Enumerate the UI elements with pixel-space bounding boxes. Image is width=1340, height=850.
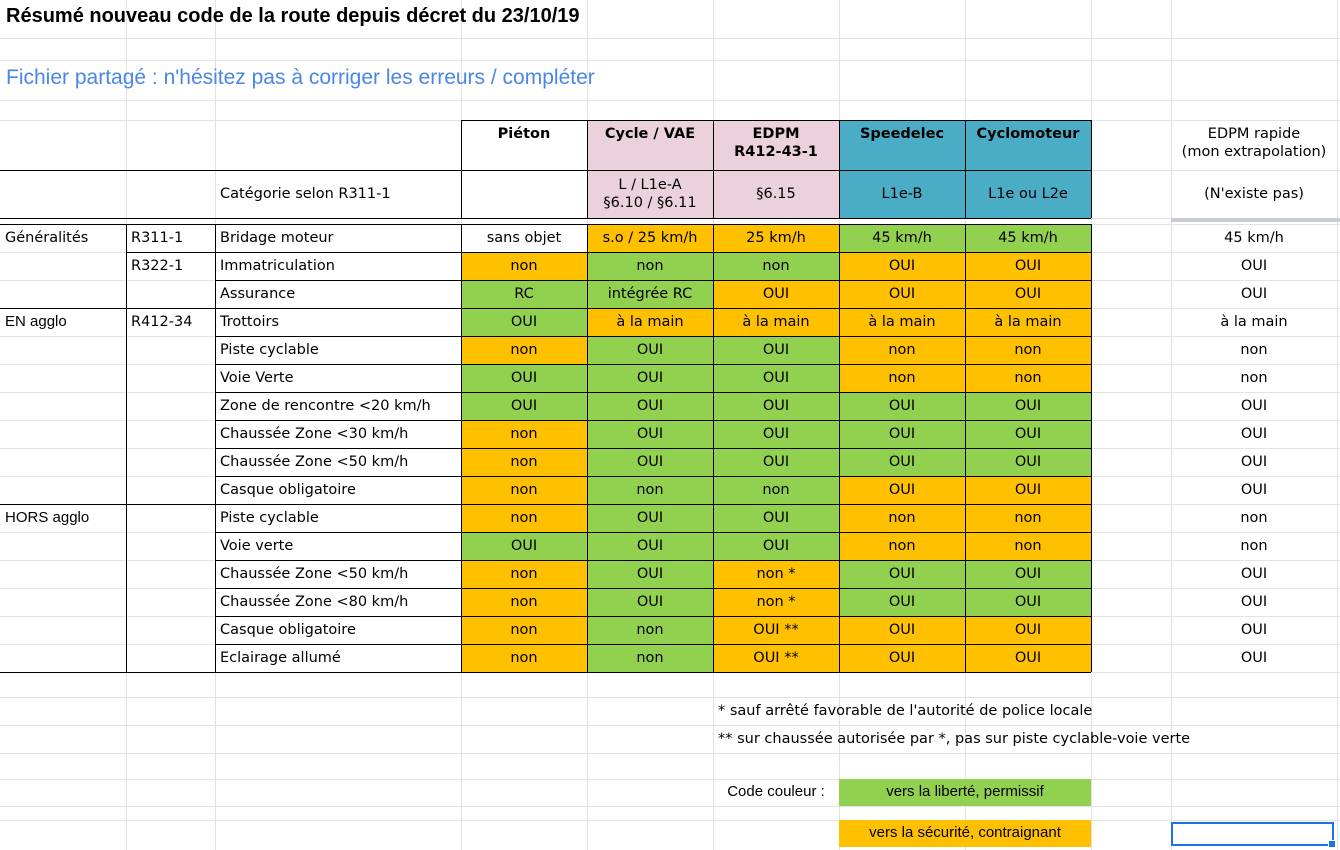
value-cell[interactable]: 25 km/h	[746, 229, 806, 246]
value-cell[interactable]: à la main	[994, 313, 1062, 330]
column-header[interactable]: Cycle / VAE	[604, 126, 696, 142]
value-cell-extra[interactable]: OUI	[1240, 397, 1268, 414]
value-cell[interactable]: OUI	[636, 397, 664, 414]
row-label[interactable]: Bridage moteur	[220, 229, 334, 246]
category-cell[interactable]: §6.15	[756, 185, 796, 202]
gridline	[0, 806, 1340, 807]
category-label[interactable]: Catégorie selon R311-1	[220, 185, 391, 202]
border	[215, 560, 1091, 561]
value-cell[interactable]: OUI	[636, 453, 664, 470]
border	[461, 224, 462, 672]
value-cell[interactable]: OUI	[636, 369, 664, 386]
value-cell[interactable]: OUI	[636, 537, 664, 554]
value-cell[interactable]: OUI	[762, 397, 790, 414]
border	[965, 120, 966, 218]
value-cell[interactable]: OUI	[888, 621, 916, 638]
value-cell[interactable]: OUI	[510, 537, 538, 554]
value-cell[interactable]: OUI	[1014, 649, 1042, 666]
border	[839, 224, 840, 672]
value-cell[interactable]: non	[510, 621, 538, 638]
value-cell[interactable]: non *	[756, 593, 796, 610]
value-cell[interactable]: non	[510, 481, 538, 498]
value-cell[interactable]: OUI	[888, 565, 916, 582]
value-cell[interactable]: OUI	[762, 453, 790, 470]
value-cell[interactable]: non	[510, 425, 538, 442]
border	[215, 448, 1091, 449]
value-cell[interactable]: non	[510, 341, 538, 358]
row-label[interactable]: Immatriculation	[220, 257, 335, 274]
value-cell[interactable]: non	[1014, 341, 1042, 358]
value-cell[interactable]: non	[1014, 509, 1042, 526]
value-cell[interactable]: OUI	[762, 369, 790, 386]
row-group[interactable]: HORS agglo	[5, 508, 90, 526]
value-cell[interactable]: OUI	[762, 425, 790, 442]
column-header[interactable]: Speedelec	[859, 126, 945, 142]
row-label[interactable]: Chaussée Zone <50 km/h	[220, 565, 409, 582]
border	[0, 308, 1091, 309]
value-cell[interactable]: OUI	[510, 369, 538, 386]
value-cell[interactable]: RC	[514, 285, 534, 302]
border	[965, 224, 966, 672]
value-cell[interactable]: non	[888, 369, 916, 386]
value-cell-extra[interactable]: non	[1240, 537, 1268, 554]
value-cell[interactable]: OUI	[1014, 565, 1042, 582]
value-cell-extra[interactable]: 45 km/h	[1224, 229, 1284, 246]
border	[461, 218, 1091, 219]
value-cell[interactable]: à la main	[616, 313, 684, 330]
value-cell[interactable]: OUI	[1014, 593, 1042, 610]
value-cell[interactable]: OUI	[888, 453, 916, 470]
value-cell[interactable]: OUI	[636, 509, 664, 526]
value-cell[interactable]: sans objet	[486, 229, 562, 246]
value-cell[interactable]: OUI	[636, 425, 664, 442]
row-ref[interactable]: R412-34	[131, 313, 193, 330]
value-cell[interactable]: non	[510, 453, 538, 470]
sheet-title[interactable]: Résumé nouveau code de la route depuis décret du 23/10/19	[6, 5, 580, 27]
row-label[interactable]: Piste cyclable	[220, 341, 319, 358]
value-cell-extra[interactable]: non	[1240, 341, 1268, 358]
category-cell-extra[interactable]: (N'existe pas)	[1204, 185, 1304, 202]
border	[461, 120, 1091, 121]
value-cell[interactable]: non	[888, 341, 916, 358]
value-cell[interactable]: OUI	[1014, 257, 1042, 274]
column-header[interactable]: Cyclomoteur	[976, 126, 1080, 142]
sheet-subtitle[interactable]: Fichier partagé : n'hésitez pas à corriger les erreurs / compléter	[6, 66, 595, 89]
row-label[interactable]: Chaussée Zone <30 km/h	[220, 425, 409, 442]
value-cell-extra[interactable]: non	[1240, 369, 1268, 386]
value-cell[interactable]: intégrée RC	[607, 285, 693, 302]
gridline	[0, 60, 1340, 61]
border	[713, 120, 714, 218]
frozen-rows-divider[interactable]	[1171, 218, 1340, 222]
value-cell[interactable]: s.o / 25 km/h	[602, 229, 698, 246]
value-cell[interactable]: non	[636, 481, 664, 498]
value-cell[interactable]: non	[636, 621, 664, 638]
value-cell[interactable]: non	[1014, 537, 1042, 554]
value-cell[interactable]: OUI	[636, 593, 664, 610]
border	[461, 170, 462, 218]
value-cell-extra[interactable]: OUI	[1240, 285, 1268, 302]
value-cell[interactable]: OUI	[636, 341, 664, 358]
value-cell-extra[interactable]: OUI	[1240, 453, 1268, 470]
border	[215, 392, 1091, 393]
value-cell[interactable]: non	[1014, 369, 1042, 386]
footnote[interactable]: ** sur chaussée autorisée par *, pas sur piste cyclable-voie verte	[718, 730, 1191, 747]
border	[713, 224, 714, 672]
value-cell[interactable]: non	[510, 593, 538, 610]
value-cell[interactable]: OUI	[888, 593, 916, 610]
gridline	[0, 38, 1340, 39]
value-cell[interactable]: OUI	[510, 397, 538, 414]
value-cell[interactable]: non *	[756, 565, 796, 582]
legend-label[interactable]: Code couleur :	[727, 783, 825, 801]
value-cell[interactable]: non	[762, 257, 790, 274]
border	[215, 616, 1091, 617]
value-cell[interactable]: OUI	[1014, 285, 1042, 302]
row-label[interactable]: Chaussée Zone <50 km/h	[220, 453, 409, 470]
row-label[interactable]: Voie Verte	[220, 369, 294, 386]
value-cell[interactable]: OUI	[762, 509, 790, 526]
row-label[interactable]: Trottoirs	[220, 313, 280, 330]
value-cell[interactable]: OUI	[1014, 453, 1042, 470]
border	[215, 364, 1091, 365]
value-cell[interactable]: OUI	[762, 537, 790, 554]
value-cell[interactable]: OUI	[888, 257, 916, 274]
border	[126, 252, 1091, 253]
gridline	[0, 820, 1340, 821]
border	[215, 476, 1091, 477]
value-cell-extra[interactable]: OUI	[1240, 257, 1268, 274]
border	[0, 224, 1091, 225]
gridline	[0, 753, 1340, 754]
value-cell[interactable]: OUI	[1014, 621, 1042, 638]
row-group[interactable]: Généralités	[5, 229, 89, 246]
value-cell[interactable]: OUI	[888, 649, 916, 666]
gridline	[1337, 0, 1338, 850]
row-label[interactable]: Casque obligatoire	[220, 481, 356, 498]
value-cell[interactable]: non	[510, 257, 538, 274]
row-ref[interactable]: R322-1	[131, 257, 184, 274]
category-cell[interactable]: L1e-B	[881, 185, 923, 202]
value-cell[interactable]: 45 km/h	[872, 229, 932, 246]
value-cell-extra[interactable]: non	[1240, 509, 1268, 526]
border	[0, 672, 1091, 673]
value-cell[interactable]: à la main	[868, 313, 936, 330]
border	[839, 120, 840, 218]
border	[587, 120, 588, 218]
value-cell[interactable]: non	[510, 509, 538, 526]
value-cell[interactable]: OUI	[888, 425, 916, 442]
value-cell[interactable]: OUI	[888, 285, 916, 302]
border	[0, 504, 1091, 505]
row-label[interactable]: Assurance	[220, 285, 296, 302]
border	[215, 336, 1091, 337]
cell-selection[interactable]	[1171, 822, 1334, 846]
border	[1091, 224, 1092, 672]
border	[215, 224, 216, 672]
border	[0, 170, 461, 171]
legend-orange[interactable]: vers la sécurité, contraignant	[869, 824, 1061, 842]
value-cell-extra[interactable]: OUI	[1240, 649, 1268, 666]
border	[215, 280, 1091, 281]
value-cell[interactable]: OUI	[510, 313, 538, 330]
value-cell[interactable]: à la main	[742, 313, 810, 330]
border	[0, 218, 461, 219]
value-cell[interactable]: OUI	[1014, 397, 1042, 414]
border	[215, 532, 1091, 533]
column-header[interactable]: EDPM R412-43-1	[734, 126, 818, 161]
value-cell[interactable]: non	[510, 565, 538, 582]
value-cell[interactable]: OUI	[888, 481, 916, 498]
row-label[interactable]: Piste cyclable	[220, 509, 319, 526]
footnote[interactable]: * sauf arrêté favorable de l'autorité de police locale	[718, 702, 1093, 719]
gridline	[0, 100, 1340, 101]
border	[215, 644, 1091, 645]
value-cell-extra[interactable]: OUI	[1240, 481, 1268, 498]
border	[461, 170, 1091, 171]
border	[1091, 120, 1092, 218]
category-cell[interactable]	[461, 170, 587, 218]
value-cell[interactable]: OUI	[762, 285, 790, 302]
border	[587, 224, 588, 672]
border	[126, 224, 127, 672]
value-cell[interactable]: non	[888, 537, 916, 554]
row-label[interactable]: Chaussée Zone <80 km/h	[220, 593, 409, 610]
value-cell-extra[interactable]: OUI	[1240, 565, 1268, 582]
value-cell-extra[interactable]: OUI	[1240, 621, 1268, 638]
value-cell[interactable]: non	[636, 257, 664, 274]
row-label[interactable]: Casque obligatoire	[220, 621, 356, 638]
value-cell[interactable]: 45 km/h	[998, 229, 1058, 246]
border	[215, 588, 1091, 589]
value-cell[interactable]: OUI	[762, 341, 790, 358]
value-cell[interactable]: OUI **	[753, 649, 799, 666]
value-cell[interactable]: OUI	[1014, 425, 1042, 442]
value-cell[interactable]: non	[762, 481, 790, 498]
row-label[interactable]: Zone de rencontre <20 km/h	[220, 397, 431, 414]
value-cell[interactable]: non	[510, 649, 538, 666]
column-header[interactable]: Piéton	[497, 126, 551, 142]
row-ref[interactable]: R311-1	[131, 229, 184, 246]
value-cell[interactable]: non	[636, 649, 664, 666]
value-cell[interactable]: non	[888, 509, 916, 526]
category-cell[interactable]: L1e ou L2e	[988, 185, 1068, 202]
border	[215, 420, 1091, 421]
row-label[interactable]: Voie verte	[220, 537, 294, 554]
category-cell[interactable]: L / L1e-A §6.10 / §6.11	[603, 176, 697, 211]
gridline	[0, 779, 1340, 780]
legend-green[interactable]: vers la liberté, permissif	[886, 783, 1044, 801]
value-cell[interactable]: OUI	[888, 397, 916, 414]
column-header-extra[interactable]: EDPM rapide (mon extrapolation)	[1181, 126, 1327, 161]
value-cell-extra[interactable]: OUI	[1240, 425, 1268, 442]
row-group[interactable]: EN agglo	[5, 312, 67, 330]
value-cell[interactable]: OUI	[1014, 481, 1042, 498]
value-cell[interactable]: OUI	[636, 565, 664, 582]
row-label[interactable]: Eclairage allumé	[220, 649, 341, 666]
value-cell-extra[interactable]: OUI	[1240, 593, 1268, 610]
value-cell-extra[interactable]: à la main	[1220, 313, 1288, 330]
value-cell[interactable]: OUI **	[753, 621, 799, 638]
